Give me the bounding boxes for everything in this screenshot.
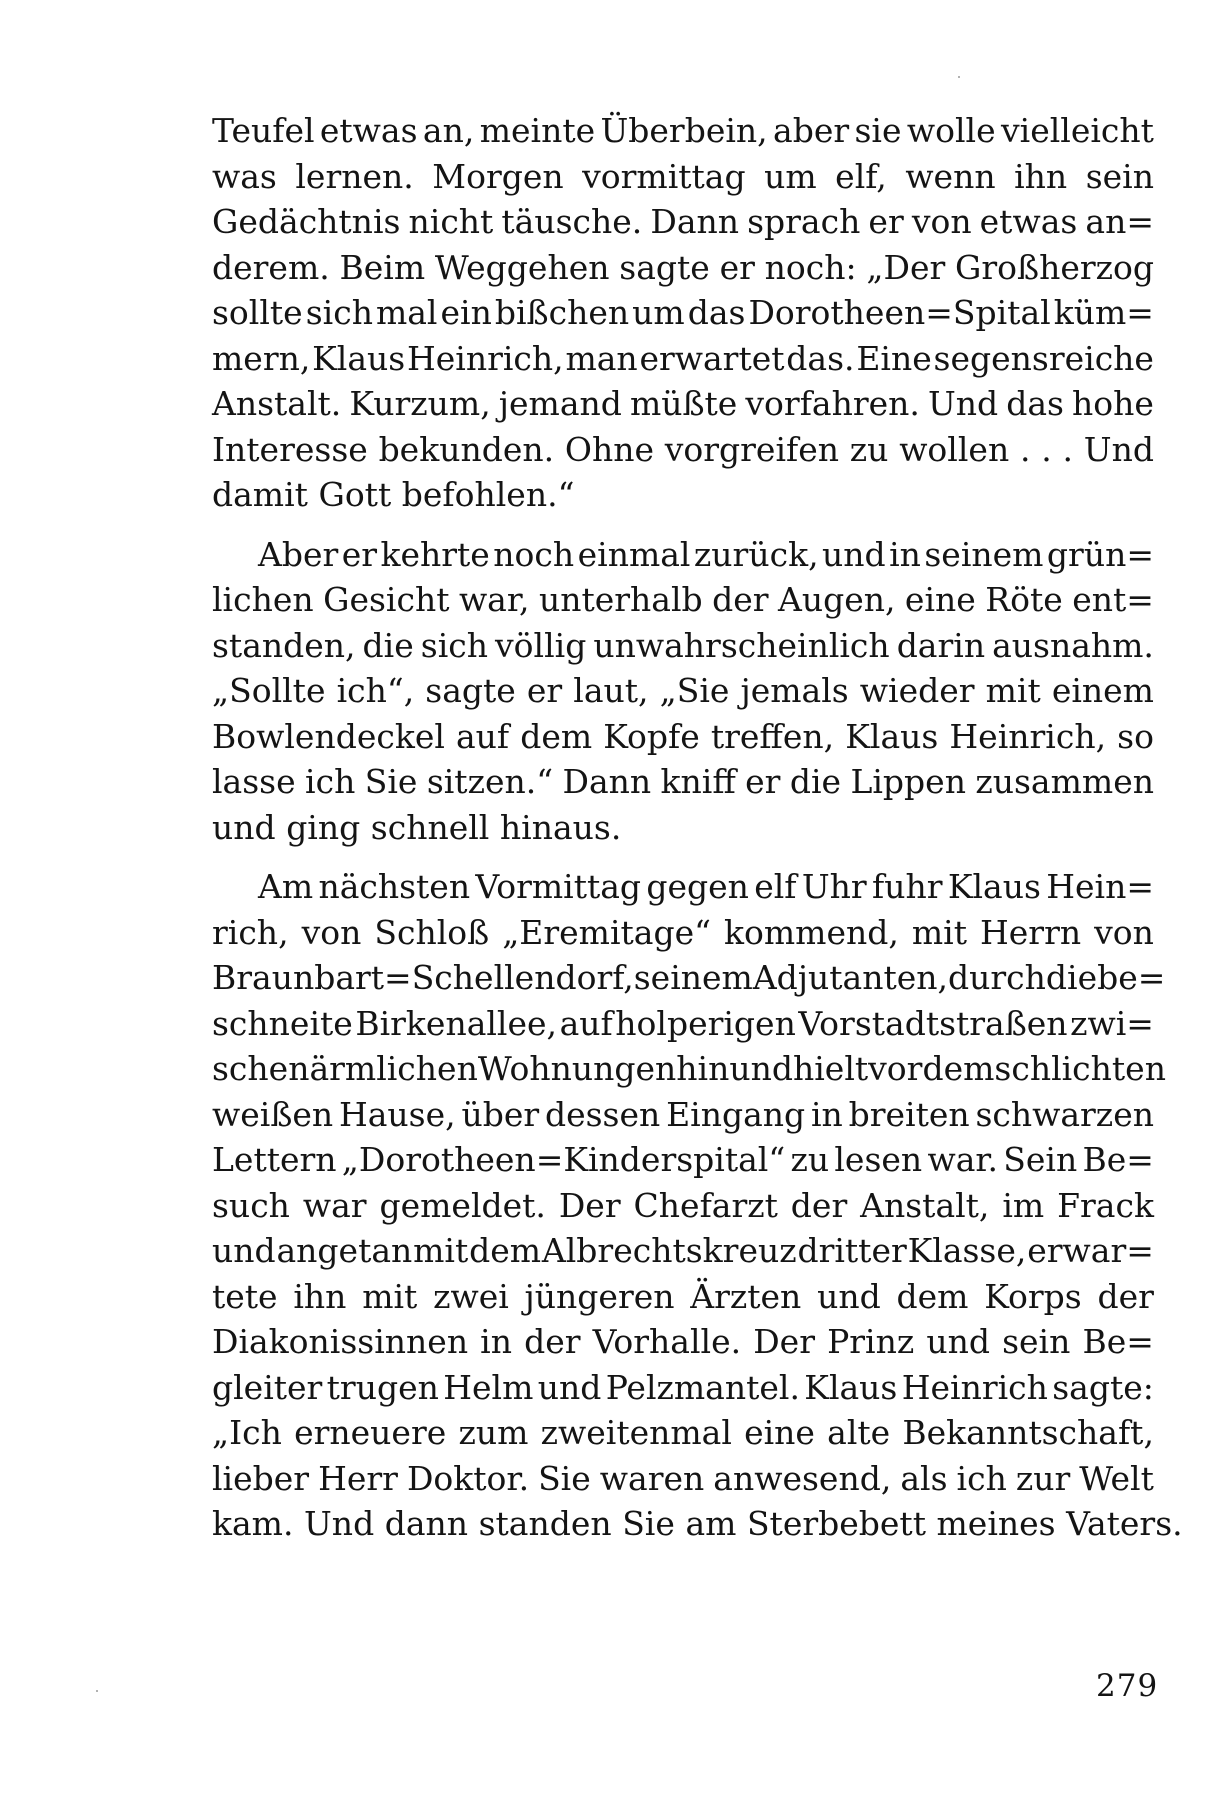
text-line: Bowlendeckel auf dem Kopfe treffen, Klaus Heinrich, so <box>212 716 1154 756</box>
text-line: kam. Und dann standen Sie am Sterbebett meines Vaters. <box>212 1504 1183 1543</box>
text-line: schneite Birkenallee, auf holperigen Vorstadtstraßen zwi= <box>212 1003 1154 1043</box>
text-line: Teufel etwas an, meinte Überbein, aber sie wolle vielleicht <box>212 111 1154 150</box>
text-line: lichen Gesicht war, unterhalb der Augen, eine Röte ent= <box>212 580 1154 619</box>
text-line: Anstalt. Kurzum, jemand müßte vorfahren. Und das hohe <box>212 384 1154 423</box>
text-line: standen, die sich völlig unwahrscheinlich darin ausnahm. <box>212 625 1154 665</box>
text-line: such war gemeldet. Der Chefarzt der Anstalt, im Frack <box>212 1185 1154 1225</box>
paragraph <box>212 108 1154 518</box>
text-line: sollte sich mal ein bißchen um das Dorotheen=Spital küm= <box>212 293 1154 332</box>
text-line: Braunbart=Schellendorf, seinem Adjutanten, durch die be= <box>212 958 1166 997</box>
text-line: „Sollte ich“, sagte er laut, „Sie jemals wieder mit einem <box>212 671 1154 710</box>
paragraph-gap <box>212 518 1154 532</box>
body-text <box>212 108 1183 1547</box>
text-line: tete ihn mit zwei jüngeren Ärzten und dem Korps der <box>212 1276 1154 1316</box>
text-line: derem. Beim Weggehen sagte er noch: „Der Großherzog <box>212 247 1154 287</box>
text-line: mern, Klaus Heinrich, man erwartet das. Eine segensreiche <box>212 338 1154 378</box>
text-line: Interesse bekunden. Ohne vorgreifen zu wollen . . . Und <box>212 429 1154 469</box>
text-line: weißen Hause, über dessen Eingang in breiten schwarzen <box>212 1094 1154 1134</box>
text-line: Am nächsten Vormittag gegen elf Uhr fuhr Klaus Hein= <box>258 867 1154 906</box>
text-line: damit Gott befohlen.“ <box>212 475 575 514</box>
paragraph <box>212 864 1183 1547</box>
paragraph <box>212 532 1154 851</box>
text-line: Aber er kehrte noch einmal zurück, und in seinem grün= <box>258 534 1154 574</box>
text-line: lieber Herr Doktor. Sie waren anwesend, als ich zur Welt <box>212 1458 1154 1498</box>
text-line: und angetan mit dem Albrechtskreuz dritter Klasse, erwar= <box>212 1231 1154 1270</box>
text-line: Diakonissinnen in der Vorhalle. Der Prinz und sein Be= <box>212 1322 1154 1361</box>
text-line: „Ich erneuere zum zweitenmal eine alte Bekanntschaft, <box>212 1413 1154 1452</box>
page-number: 279 <box>1096 1668 1159 1704</box>
paper-speck <box>96 1690 98 1692</box>
text-line: rich, von Schloß „Eremitage“ kommend, mit Herrn von <box>212 912 1154 952</box>
text-line: was lernen. Morgen vormittag um elf, wenn ihn sein <box>212 156 1154 196</box>
text-line: gleiter trugen Helm und Pelzmantel. Klaus Heinrich sagte: <box>212 1367 1154 1407</box>
text-line: Gedächtnis nicht täusche. Dann sprach er von etwas an= <box>212 202 1154 241</box>
text-line: und ging schnell hinaus. <box>212 807 622 847</box>
paragraph-gap <box>212 850 1154 864</box>
paper-speck <box>958 76 960 78</box>
text-line: Lettern „Dorotheen=Kinderspital“ zu lesen war. Sein Be= <box>212 1140 1154 1179</box>
text-line: schen ärmlichen Wohnungen hin und hielt vor dem schlichten <box>212 1049 1166 1088</box>
text-line: lasse ich Sie sitzen.“ Dann kniff er die Lippen zusammen <box>212 762 1154 801</box>
